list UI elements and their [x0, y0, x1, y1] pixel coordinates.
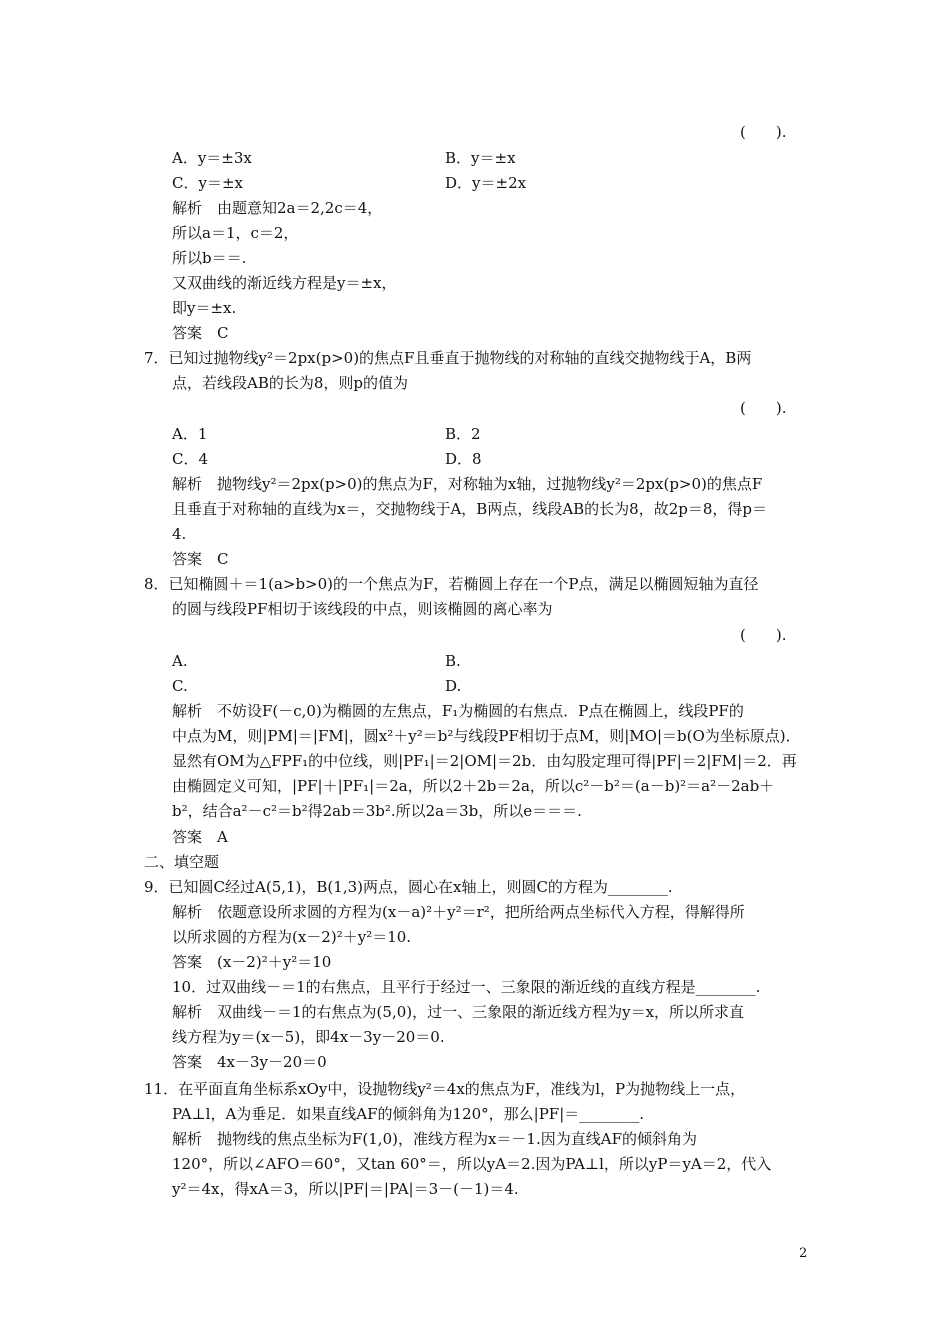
- q8-option-c: C.: [172, 677, 188, 695]
- q6-option-a: A．y＝±3x: [172, 149, 252, 167]
- q7-option-b: B．2: [445, 425, 481, 443]
- q6-analysis-line-2: 所以a＝1，c＝2，: [172, 224, 299, 242]
- q6-option-c: C．y＝±x: [172, 174, 243, 192]
- q7-analysis-line-3: 4.: [172, 525, 187, 543]
- q8-analysis-line-3: 显然有OM为△FPF₁的中位线，则|PF₁|＝2|OM|＝2b．由勾股定理可得|PF|＝2|FM|＝2．再: [172, 752, 797, 770]
- page-number: 2: [799, 1246, 808, 1261]
- q11-analysis-line-3: y²＝4x，得xA＝3，所以|PF|＝|PA|＝3－(－1)＝4.: [172, 1180, 519, 1198]
- q6-option-d: D．y＝±2x: [445, 174, 527, 192]
- q7-stem-line-1: 7．已知过抛物线y²＝2px(p>0)的焦点F且垂直于抛物线的对称轴的直线交抛物线于A，B两: [144, 349, 752, 367]
- q8-analysis-line-1: 解析 不妨设F(－c,0)为椭圆的左焦点，F₁为椭圆的右焦点．P点在椭圆上，线段PF的: [172, 702, 744, 720]
- q9-stem: 9．已知圆C经过A(5,1)，B(1,3)两点，圆心在x轴上，则圆C的方程为________.: [144, 878, 673, 896]
- q8-option-d: D.: [445, 677, 462, 695]
- q6-answer: 答案 C: [172, 324, 229, 342]
- q6-analysis-line-4: 又双曲线的渐近线方程是y＝±x，: [172, 274, 397, 292]
- section-title: 二、填空题: [144, 853, 220, 871]
- q8-answer: 答案 A: [172, 828, 228, 846]
- q7-option-c: C．4: [172, 450, 209, 468]
- q9-analysis-line-2: 以所求圆的方程为(x－2)²＋y²＝10.: [172, 928, 412, 946]
- q11-analysis-line-1: 解析 抛物线的焦点坐标为F(1,0)，准线方程为x＝－1.因为直线AF的倾斜角为: [172, 1130, 697, 1148]
- q10-analysis-line-1: 解析 双曲线－＝1的右焦点为(5,0)，过一、三象限的渐近线方程为y＝x，所以所求直: [172, 1003, 745, 1021]
- q11-stem-line-2: PA⊥l，A为垂足．如果直线AF的倾斜角为120°，那么|PF|＝________.: [172, 1105, 645, 1123]
- q6-option-b: B．y＝±x: [445, 149, 516, 167]
- q8-analysis-line-4: 由椭圆定义可知，|PF|＋|PF₁|＝2a，所以2＋2b＝2a，所以c²－b²＝(a－b)²＝a²－2ab＋: [172, 777, 775, 795]
- q7-stem-line-2: 点，若线段AB的长为8，则p的值为: [172, 374, 409, 392]
- q6-analysis-line-3: 所以b＝＝.: [172, 249, 247, 267]
- q8-option-b: B.: [445, 652, 461, 670]
- q7-option-d: D．8: [445, 450, 482, 468]
- q7-answer: 答案 C: [172, 550, 229, 568]
- q10-analysis-line-2: 线方程为y＝(x－5)，即4x－3y－20＝0.: [172, 1028, 445, 1046]
- q7-option-a: A．1: [172, 425, 208, 443]
- q9-analysis-line-1: 解析 依题意设所求圆的方程为(x－a)²＋y²＝r²，把所给两点坐标代入方程，得解得所: [172, 903, 745, 921]
- q8-option-a: A.: [172, 652, 188, 670]
- q10-stem: 10．过双曲线－＝1的右焦点，且平行于经过一、三象限的渐近线的直线方程是________.: [172, 978, 761, 996]
- q9-answer: 答案 (x－2)²＋y²＝10: [172, 953, 332, 971]
- q7-analysis-line-1: 解析 抛物线y²＝2px(p>0)的焦点为F，对称轴为x轴，过抛物线y²＝2px(p>0)的焦点F: [172, 475, 763, 493]
- q8-analysis-line-2: 中点为M，则|PM|＝|FM|，圆x²＋y²＝b²与线段PF相切于点M，则|MO|＝b(O为坐标原点)．: [172, 727, 801, 745]
- q6-analysis-line-1: 解析 由题意知2a＝2,2c＝4，: [172, 199, 383, 217]
- q10-answer: 答案 4x－3y－20＝0: [172, 1053, 327, 1071]
- q7-analysis-line-2: 且垂直于对称轴的直线为x＝，交抛物线于A，B两点，线段AB的长为8，故2p＝8，得p＝: [172, 500, 768, 518]
- q8-bracket: ( ).: [740, 626, 787, 644]
- q6-bracket: ( ).: [740, 123, 787, 141]
- q6-analysis-line-5: 即y＝±x.: [172, 299, 237, 317]
- q7-bracket: ( ).: [740, 399, 787, 417]
- q8-analysis-line-5: b²，结合a²－c²＝b²得2ab＝3b².所以2a＝3b，所以e＝＝＝.: [172, 802, 582, 820]
- q11-stem-line-1: 11．在平面直角坐标系xOy中，设抛物线y²＝4x的焦点为F，准线为l，P为抛物线上一点，: [144, 1080, 746, 1098]
- q11-analysis-line-2: 120°，所以∠AFO＝60°，又tan 60°＝，所以yA＝2.因为PA⊥l，所以yP＝yA＝2，代入: [172, 1155, 772, 1173]
- q8-stem-line-2: 的圆与线段PF相切于该线段的中点，则该椭圆的离心率为: [172, 600, 553, 618]
- q8-stem-line-1: 8．已知椭圆＋＝1(a>b>0)的一个焦点为F，若椭圆上存在一个P点，满足以椭圆短轴为直径: [144, 575, 759, 593]
